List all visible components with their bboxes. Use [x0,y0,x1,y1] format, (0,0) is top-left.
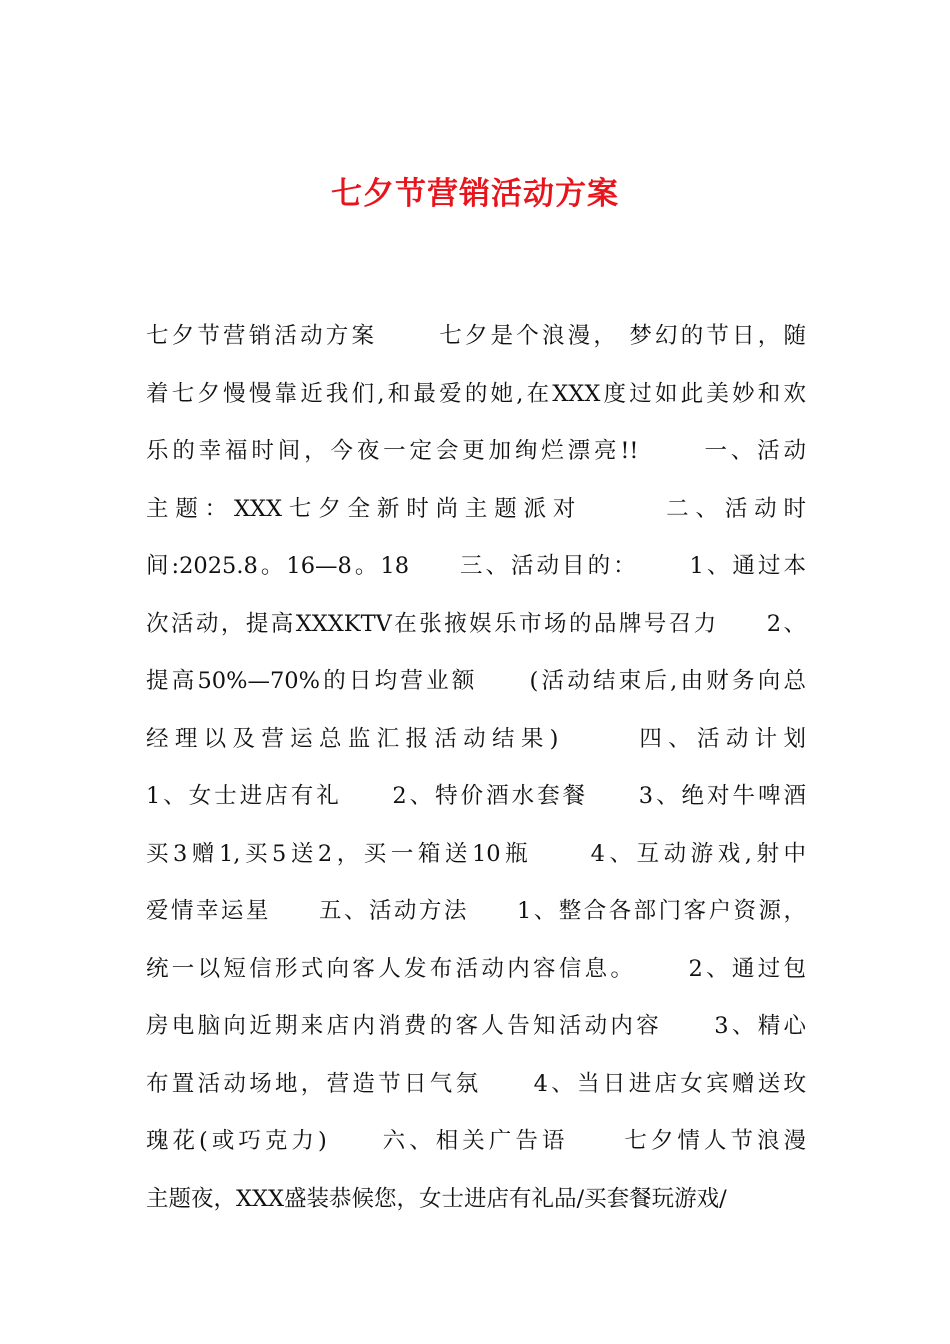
body-line: 主题：XXX七夕全新时尚主题派对 二、活动时 [146,495,806,522]
body-line: 房电脑向近期来店内消费的客人告知活动内容 3、精心 [146,1013,806,1039]
body-line: 买3赠1,买5送2，买一箱送10瓶 4、互动游戏,射中 [146,840,806,867]
document-body [146,308,806,1228]
body-line: 主题夜，XXX盛装恭候您，女士进店有礼品/买套餐玩游戏/ [146,1185,727,1212]
body-line: 着七夕慢慢靠近我们,和最爱的她,在XXX度过如此美妙和欢 [146,380,806,407]
body-line: 经理以及营运总监汇报活动结果) 四、活动计划 [146,725,806,752]
body-line: 提高50%—70%的日均营业额 (活动结束后,由财务向总 [146,668,806,694]
body-line: 七夕节营销活动方案 七夕是个浪漫， 梦幻的节日，随 [146,323,806,349]
body-line: 统一以短信形式向客人发布活动内容信息。 2、通过包 [146,955,806,982]
body-line: 爱情幸运星 五、活动方法 1、整合各部门客户资源， [146,898,806,924]
body-line: 次活动，提高XXXKTV在张掖娱乐市场的品牌号召力 2、 [146,610,806,637]
document-title: 七夕节营销活动方案 [331,176,619,212]
body-line: 乐的幸福时间，今夜一定会更加绚烂漂亮!! 一、活动 [146,438,806,464]
body-line: 间:2025.8。16—8。18 三、活动目的： 1、通过本 [146,553,806,579]
body-line: 瑰花(或巧克力) 六、相关广告语 七夕情人节浪漫 [146,1128,806,1154]
body-line: 布置活动场地，营造节日气氛 4、当日进店女宾赠送玫 [146,1070,806,1097]
body-line: 1、女士进店有礼 2、特价酒水套餐 3、绝对牛啤酒 [146,783,806,809]
